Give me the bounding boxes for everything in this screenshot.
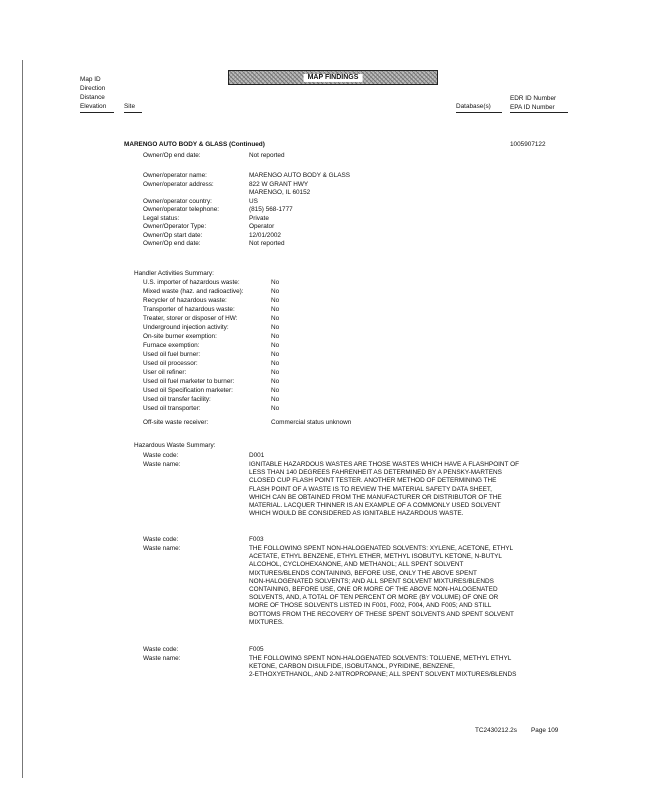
header-label-database: Database(s) (456, 103, 491, 110)
site-edr-id: 1005907122 (510, 141, 546, 148)
handler-label: Used oil fuel marketer to burner: (143, 378, 235, 385)
waste-name-line: IGNITABLE HAZARDOUS WASTES ARE THOSE WASTES WHICH HAVE A FLASHPOINT OF (249, 461, 519, 468)
owner-value: 12/01/2002 (249, 231, 281, 239)
handler-summary-heading: Handler Activities Summary: (134, 270, 214, 277)
header-label-map-id: Map ID (80, 76, 101, 83)
banner-title: MAP FINDINGS (304, 74, 363, 82)
handler-label: U.S. importer of hazardous waste: (143, 279, 240, 286)
header-label-elevation: Elevation (80, 103, 107, 110)
waste-name-label: Waste name: (143, 655, 181, 662)
owner-value: 822 W GRANT HWY (249, 180, 309, 188)
waste-summary-heading: Hazardous Waste Summary: (134, 442, 216, 449)
handler-label: Off-site waste receiver: (143, 419, 209, 426)
handler-value: No (271, 324, 280, 331)
owner-value: Not reported (249, 152, 285, 159)
handler-label: Used oil transporter: (143, 405, 201, 412)
owner-label: Owner/Op end date: (143, 152, 201, 159)
header-label-epa-id: EPA ID Number (510, 104, 555, 111)
waste-name-line: FLASH POINT OF A WASTE IS TO REVIEW THE MATERIAL SAFETY DATA SHEET, (249, 485, 492, 493)
handler-label: Used oil Specification marketer: (143, 387, 233, 394)
header-label-distance: Distance (80, 94, 105, 101)
handler-value: No (271, 333, 280, 340)
waste-name-line: SOLVENTS, AND, A TOTAL OF TEN PERCENT OR MORE (BY VOLUME) OF ONE OR (249, 594, 499, 602)
owner-label: Owner/operator address: (143, 180, 214, 188)
handler-value: No (271, 306, 280, 313)
waste-name-line: THE FOLLOWING SPENT NON-HALOGENATED SOLVENTS: TOLUENE, METHYL ETHYL (249, 655, 512, 662)
waste-name-line: CONTAINING, BEFORE USE, ONE OR MORE OF THE ABOVE NON-HALOGENATED (249, 586, 498, 594)
owner-value: MARENGO AUTO BODY & GLASS (249, 172, 350, 179)
waste-name-text (249, 655, 516, 680)
handler-value: No (271, 297, 280, 304)
waste-name-line: KETONE, CARBON DISULFIDE, ISOBUTANOL, PYRIDINE, BENZENE, (249, 663, 455, 671)
waste-name-line: MORE OF THOSE SOLVENTS LISTED IN F001, F002, F004, AND F005; AND STILL (249, 602, 492, 610)
waste-name-line: 2-ETHOXYETHANOL, AND 2-NITROPROPANE; ALL SPENT SOLVENT MIXTURES/BLENDS (249, 671, 517, 679)
waste-code-label: Waste code: (143, 646, 179, 653)
header-label-edr-id: EDR ID Number (510, 95, 557, 102)
waste-name-line: BOTTOMS FROM THE RECOVERY OF THESE SPENT SOLVENTS AND SPENT SOLVENT (249, 610, 514, 618)
handler-value: No (271, 315, 280, 322)
handler-value: No (271, 369, 280, 376)
owner-value: Operator (249, 223, 275, 230)
waste-code-label: Waste code: (143, 452, 179, 459)
handler-label: Recycler of hazardous waste: (143, 297, 227, 304)
waste-name-line: MIXTURES. (249, 618, 284, 626)
waste-name-line: NON-HALOGENATED SOLVENTS; AND ALL SPENT SOLVENT MIXTURES/BLENDS (249, 577, 494, 585)
owner-label: Owner/Op end date: (143, 240, 201, 247)
waste-name-line: WHICH WOULD BE CONSIDERED AS IGNITABLE HAZARDOUS WASTE. (249, 510, 464, 518)
owner-label: Owner/operator country: (143, 197, 212, 205)
waste-code-value: F003 (249, 536, 264, 543)
scan-edge-line (22, 60, 23, 778)
handler-value: No (271, 360, 280, 367)
handler-value: No (271, 396, 280, 403)
handler-label: Treater, storer or disposer of HW: (143, 315, 238, 322)
handler-value: No (271, 378, 280, 385)
footer-page-number: Page 109 (531, 727, 559, 734)
header-underline-epa (510, 112, 568, 113)
waste-name-line: WHICH CAN BE OBTAINED FROM THE MANUFACTURER OR DISTRIBUTOR OF THE (249, 493, 502, 501)
owner-value: Private (249, 214, 269, 222)
owner-value: Not reported (249, 240, 285, 247)
map-findings-banner (228, 70, 438, 85)
waste-name-line: ACETATE, ETHYL BENZENE, ETHYL ETHER, METHYL ISOBUTYL KETONE, N-BUTYL (249, 553, 502, 561)
handler-value: No (271, 279, 280, 286)
waste-code-value: D001 (249, 452, 265, 459)
handler-value: No (271, 288, 280, 295)
owner-value: US (249, 197, 258, 205)
header-underline-database (456, 112, 502, 113)
waste-name-line: LESS THAN 140 DEGREES FAHRENHEIT AS DETERMINED BY A PENSKY-MARTENS (249, 469, 502, 477)
waste-name-label: Waste name: (143, 461, 181, 468)
waste-name-label: Waste name: (143, 545, 181, 552)
handler-label: Used oil transfer facility: (143, 396, 211, 403)
handler-value: Commercial status unknown (271, 419, 352, 426)
waste-code-label: Waste code: (143, 536, 179, 543)
site-title: MARENGO AUTO BODY & GLASS (Continued) (124, 141, 265, 148)
waste-name-line: CLOSED CUP FLASH POINT TESTER. ANOTHER METHOD OF DETERMINING THE (249, 477, 497, 485)
handler-label: Used oil processor: (143, 360, 198, 367)
owner-label: Owner/operator telephone: (143, 206, 220, 213)
waste-name-text (249, 545, 514, 627)
owner-value: (815) 568-1777 (249, 206, 293, 213)
owner-label: Legal status: (143, 214, 180, 222)
owner-label: Owner/Op start date: (143, 231, 203, 239)
owner-value: MARENGO, IL 60152 (249, 189, 311, 196)
waste-name-text (249, 461, 519, 518)
handler-value: No (271, 351, 280, 358)
handler-label: Furnace exemption: (143, 342, 200, 349)
handler-value: No (271, 342, 280, 349)
handler-value: No (271, 387, 280, 394)
footer-doc-id: TC2430212.2s (475, 727, 517, 734)
handler-label: On-site burner exemption: (143, 333, 217, 340)
owner-label: Owner/Operator Type: (143, 223, 207, 230)
handler-label: User oil refiner: (143, 369, 187, 376)
handler-value: No (271, 405, 280, 412)
header-underline-elevation (80, 112, 114, 113)
header-label-site: Site (124, 103, 136, 110)
handler-label: Transporter of hazardous waste: (143, 306, 235, 313)
header-underline-site (124, 112, 142, 113)
handler-label: Underground injection activity: (143, 324, 229, 331)
header-label-direction: Direction (80, 85, 106, 92)
handler-label: Mixed waste (haz. and radioactive): (143, 288, 244, 295)
waste-code-value: F005 (249, 646, 264, 653)
waste-name-line: MIXTURES/BLENDS CONTAINING, BEFORE USE, ONLY THE ABOVE SPENT (249, 569, 477, 577)
handler-label: Used oil fuel burner: (143, 351, 201, 358)
owner-label: Owner/operator name: (143, 172, 207, 179)
waste-name-line: ALCOHOL, CYCLOHEXANONE, AND METHANOL; ALL SPENT SOLVENT (249, 561, 464, 569)
waste-name-line: MATERIAL. LACQUER THINNER IS AN EXAMPLE OF A COMMONLY USED SOLVENT (249, 502, 501, 510)
waste-name-line: THE FOLLOWING SPENT NON-HALOGENATED SOLVENTS: XYLENE, ACETONE, ETHYL (249, 545, 514, 552)
